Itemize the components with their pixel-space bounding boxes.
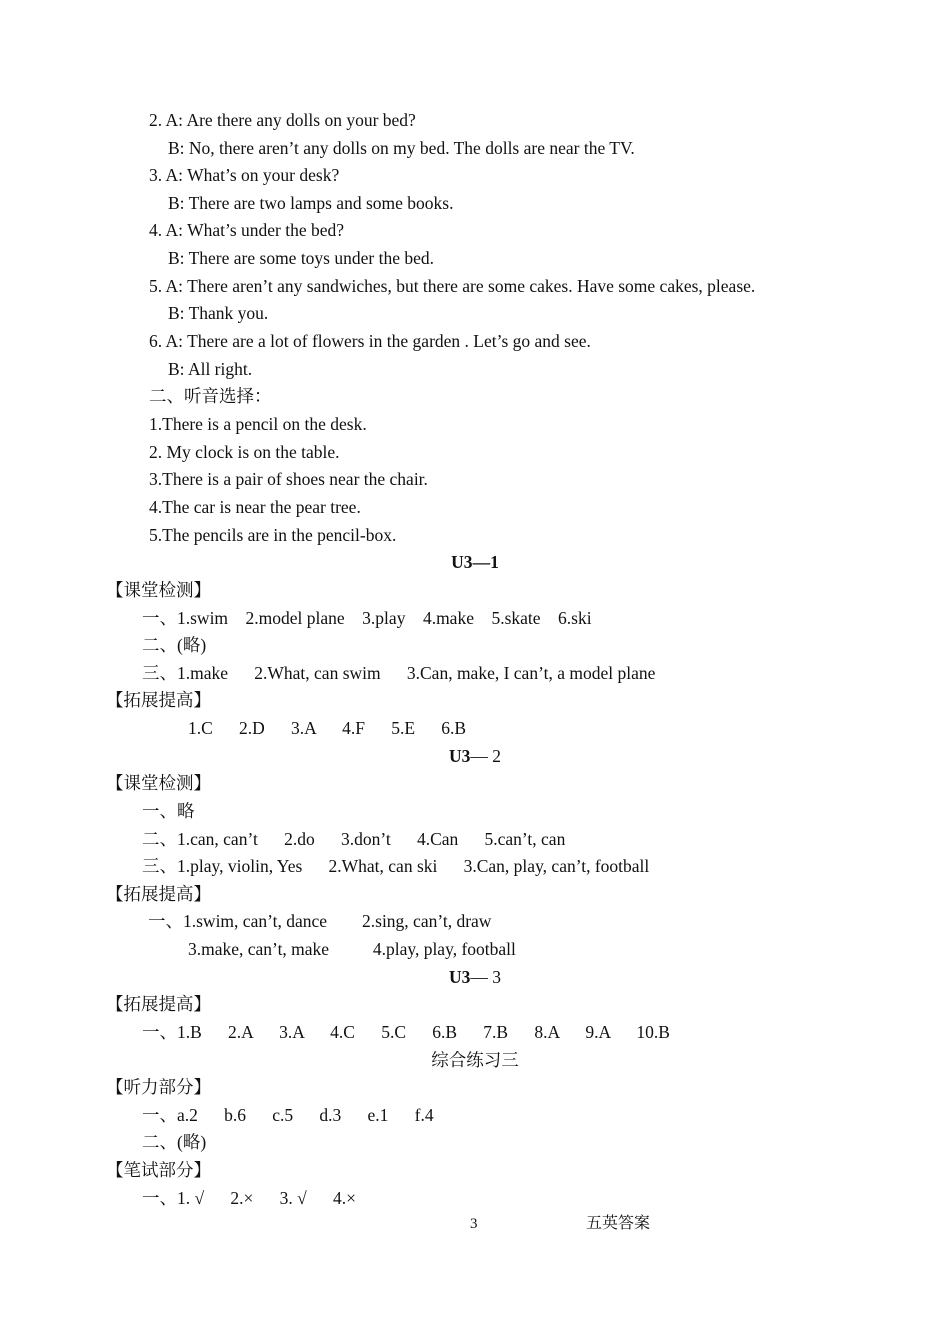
dialogue-3-a: 3. A: What’s on your desk? [149,165,340,185]
u3-2-line-3: 三、1.play, violin, Yes 2.What, can ski 3.Can, play, can’t, football [142,856,650,876]
review-listening-line-1: 一、a.2 b.6 c.5 d.3 e.1 f.4 [142,1105,434,1125]
listening-item-4: 4.The car is near the pear tree. [149,497,361,517]
u3-2-classroom-label: 【课堂检测】 [106,773,211,793]
listening-item-1: 1.There is a pencil on the desk. [149,414,367,434]
dialogue-5-a: 5. A: There aren’t any sandwiches, but there are some cakes. Have some cakes, please. [149,276,756,296]
section-title-review-3: 综合练习三 [431,1050,519,1070]
u3-2-title-bold: U3 [448,746,471,766]
u3-1-title-bold: U3 [451,552,473,572]
u3-3-title-bold: U3 [448,967,471,987]
footer-doc-label: 五英答案 [586,1215,651,1232]
u3-1-extend-line: 1.C 2.D 3.A 4.F 5.E 6.B [188,718,467,738]
listening-choice-heading: 二、听音选择： [149,386,272,406]
review-written-label: 【笔试部分】 [106,1160,211,1180]
dialogue-4-b: B: There are some toys under the bed. [168,248,434,268]
u3-1-classroom-label: 【课堂检测】 [106,580,211,600]
dialogue-6-b: B: All right. [168,359,253,379]
page-number: 3 [470,1216,478,1232]
section-title-u3-1 [0,551,950,573]
listening-item-3: 3.There is a pair of shoes near the chair. [149,469,428,489]
u3-2-title-rest: — 2 [470,746,501,766]
dialogue-4-a: 4. A: What’s under the bed? [149,220,345,240]
u3-2-line-1: 一、略 [142,801,195,821]
u3-1-line-1: 一、1.swim 2.model plane 3.play 4.make 5.skate 6.ski [142,608,592,628]
u3-1-title-rest: —1 [472,552,499,572]
section-title-u3-2 [0,745,950,767]
u3-2-extend-line-1: 一、1.swim, can’t, dance 2.sing, can’t, draw [148,911,492,931]
dialogue-2-b: B: No, there aren’t any dolls on my bed. The dolls are near the TV. [168,138,635,158]
u3-1-extend-label: 【拓展提高】 [106,690,211,710]
review-listening-label: 【听力部分】 [106,1077,211,1097]
listening-item-2: 2. My clock is on the table. [149,442,340,462]
u3-3-extend-label: 【拓展提高】 [106,994,211,1014]
u3-3-title-rest: — 3 [470,967,501,987]
u3-2-line-2: 二、1.can, can’t 2.do 3.don’t 4.Can 5.can’t, can [142,829,566,849]
dialogue-2-a: 2. A: Are there any dolls on your bed? [149,110,416,130]
listening-item-5: 5.The pencils are in the pencil-box. [149,525,397,545]
review-listening-line-2: 二、(略) [142,1132,207,1152]
u3-2-extend-label: 【拓展提高】 [106,884,211,904]
u3-1-line-3: 三、1.make 2.What, can swim 3.Can, make, I can’t, a model plane [142,663,656,683]
dialogue-3-b: B: There are two lamps and some books. [168,193,454,213]
u3-1-line-2: 二、(略) [142,635,207,655]
dialogue-5-b: B: Thank you. [168,303,269,323]
review-written-line-1: 一、1. √ 2.× 3. √ 4.× [142,1188,356,1208]
u3-3-extend-line: 一、1.B 2.A 3.A 4.C 5.C 6.B 7.B 8.A 9.A 10.B [142,1022,670,1042]
dialogue-6-a: 6. A: There are a lot of flowers in the garden . Let’s go and see. [149,331,591,351]
section-title-u3-3 [0,966,950,988]
u3-2-extend-line-2: 3.make, can’t, make 4.play, play, football [188,939,516,959]
